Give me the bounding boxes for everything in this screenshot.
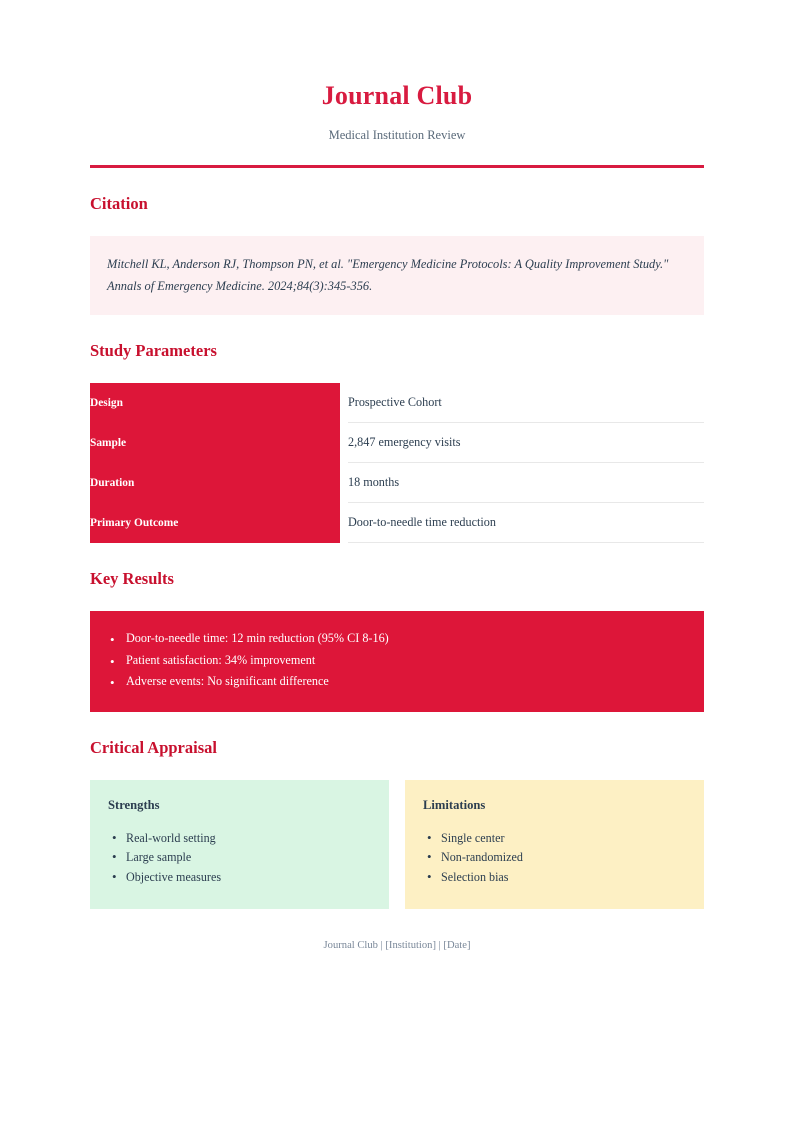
list-item: • Large sample [108,848,371,867]
table-cell-value: 18 months [348,463,704,503]
section-heading-key-results: Key Results [90,569,174,589]
table-cell-value: Door-to-needle time reduction [348,503,704,543]
list-item: • Selection bias [423,868,686,887]
table-cell-value: 2,847 emergency visits [348,423,704,463]
list-item: • Adverse events: No significant difference [110,671,684,693]
document-footer [90,939,704,954]
section-key-results [90,569,704,712]
list-item: • Real-world setting [108,829,371,848]
table-cell-spacer [340,463,348,503]
table-row [90,463,704,503]
table-cell-label: Primary Outcome [90,503,340,543]
footer-text: Journal Club | [Institution] | [Date] [323,940,471,952]
document-header [90,62,704,143]
list-item: • Non-randomized [423,848,686,867]
strengths-list [108,829,371,887]
table-cell-label: Design [90,383,340,423]
section-heading-critical-appraisal: Critical Appraisal [90,738,217,758]
table-cell-value: Prospective Cohort [348,383,704,423]
key-results-box [90,611,704,712]
key-results-list [110,628,684,693]
section-citation [90,194,704,314]
list-item: • Patient satisfaction: 34% improvement [110,650,684,672]
page-subtitle: Medical Institution Review [328,128,466,143]
critical-appraisal-columns [90,780,704,909]
limitations-panel [405,780,704,909]
section-study-parameters [90,341,704,543]
table-row [90,423,704,463]
table-cell-spacer [340,423,348,463]
header-divider [90,165,704,168]
table-cell-label: Sample [90,423,340,463]
list-item: • Single center [423,829,686,848]
strengths-panel [90,780,389,909]
page-title: Journal Club [321,81,473,110]
list-item: • Door-to-needle time: 12 min reduction (95% CI 8-16) [110,628,684,650]
limitations-heading: Limitations [423,797,486,812]
section-critical-appraisal [90,738,704,909]
section-heading-citation: Citation [90,194,148,214]
table-cell-spacer [340,383,348,423]
section-heading-study-parameters: Study Parameters [90,340,217,360]
table-cell-label: Duration [90,463,340,503]
strengths-heading: Strengths [108,797,160,812]
citation-box [90,236,704,315]
table-cell-spacer [340,503,348,543]
study-parameters-table [90,383,704,544]
citation-text: Mitchell KL, Anderson RJ, Thompson PN, et al. "Emergency Medicine Protocols: A Quality Improvement Study." Annals of Emergency Medicine. 2024;84(3):345-356. [107,257,669,293]
limitations-list [423,829,686,887]
table-row [90,383,704,423]
list-item: • Objective measures [108,868,371,887]
table-row [90,503,704,543]
